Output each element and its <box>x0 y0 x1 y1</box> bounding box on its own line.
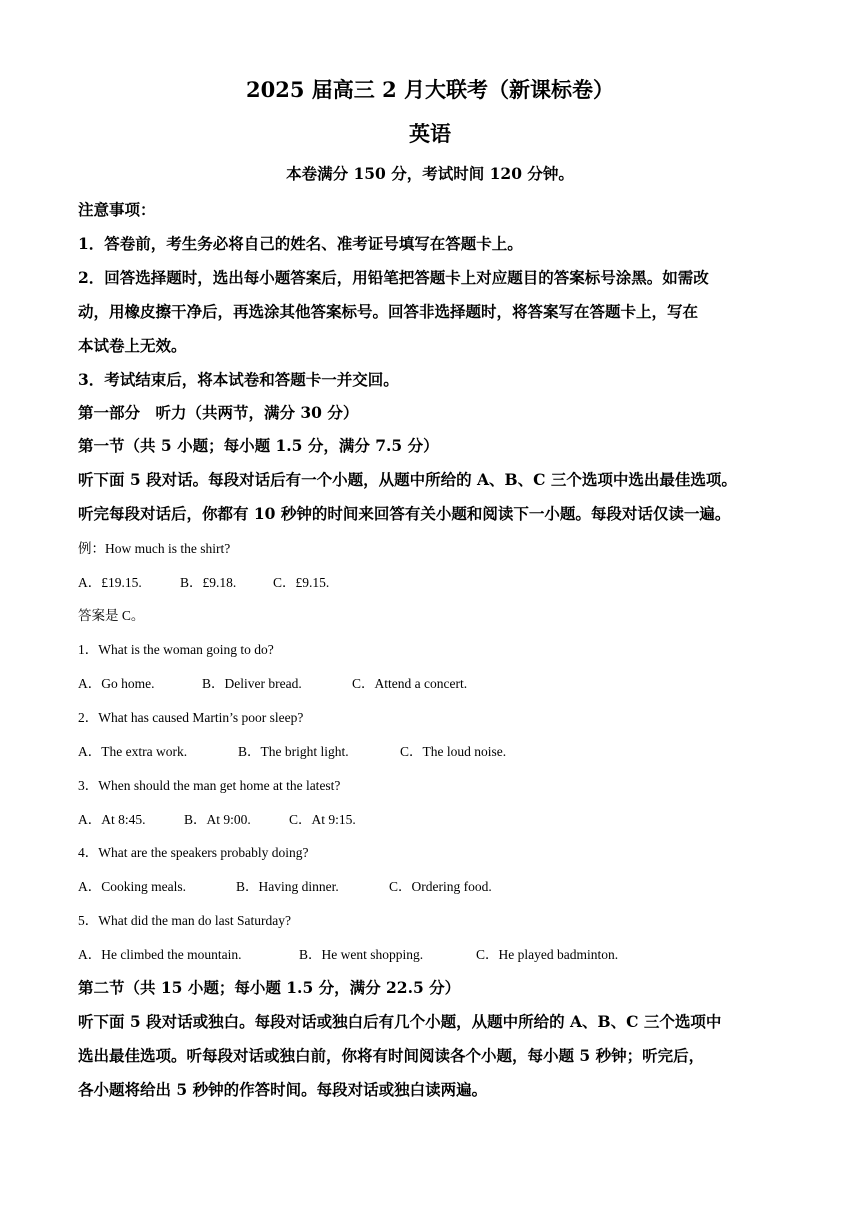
question-1: 1．What is the woman going to do? <box>78 642 274 657</box>
q3-option-b: B．At 9:00. <box>184 812 251 827</box>
subject-title: 英语 <box>409 121 451 146</box>
question-2: 2．What has caused Martin’s poor sleep? <box>78 710 304 725</box>
note-item-2-line-1: 2．回答选择题时，选出每小题答案后，用铅笔把答题卡上对应题目的答案标号涂黑。如需改 <box>78 268 709 287</box>
q3-option-c: C．At 9:15. <box>289 812 356 827</box>
question-5-options <box>78 943 618 963</box>
q5-option-c: C．He played badminton. <box>476 947 619 962</box>
section1-instruction-line-1: 听下面 5 段对话。每段对话后有一个小题，从题中所给的 A、B、C 三个选项中选出最佳选项。 <box>78 470 737 489</box>
question-5: 5．What did the man do last Saturday? <box>78 913 291 928</box>
section1-heading: 第一节（共 5 小题；每小题 1.5 分，满分 7.5 分） <box>78 436 439 455</box>
exam-meta: 本卷满分 150 分，考试时间 120 分钟。 <box>286 164 574 183</box>
q1-option-b: B．Deliver bread. <box>202 676 302 691</box>
q1-option-c: C．Attend a concert. <box>352 676 468 691</box>
question-3-options <box>78 808 356 828</box>
question-4: 4．What are the speakers probably doing? <box>78 845 309 860</box>
section2-instruction-line-2: 选出最佳选项。听每段对话或独白前，你将有时间阅读各个小题，每小题 5 秒钟；听完后， <box>78 1046 705 1065</box>
q1-option-a: A．Go home. <box>78 676 155 691</box>
q2-option-b: B．The bright light. <box>238 744 349 759</box>
notes-heading: 注意事项： <box>78 200 156 219</box>
q3-option-a: A．At 8:45. <box>78 812 146 827</box>
note-item-2-line-2: 动，用橡皮擦干净后，再选涂其他答案标号。回答非选择题时，将答案写在答题卡上，写在 <box>78 302 699 321</box>
question-1-options <box>78 672 467 692</box>
question-4-options <box>78 875 492 895</box>
example-options <box>78 571 329 591</box>
q4-option-a: A．Cooking meals. <box>78 879 186 894</box>
q2-option-a: A．The extra work. <box>78 744 188 759</box>
example-option-c: C．£9.15. <box>273 575 330 590</box>
question-3: 3．When should the man get home at the latest? <box>78 778 341 793</box>
q4-option-b: B．Having dinner. <box>236 879 339 894</box>
example-option-b: B．£9.18. <box>180 575 237 590</box>
q4-option-c: C．Ordering food. <box>389 879 492 894</box>
q2-option-c: C．The loud noise. <box>400 744 507 759</box>
q5-option-a: A．He climbed the mountain. <box>78 947 242 962</box>
note-item-3: 3．考试结束后，将本试卷和答题卡一并交回。 <box>78 370 399 389</box>
note-item-2-line-3: 本试卷上无效。 <box>78 336 187 355</box>
q5-option-b: B．He went shopping. <box>299 947 424 962</box>
note-item-1: 1．答卷前，考生务必将自己的姓名、准考证号填写在答题卡上。 <box>78 234 523 253</box>
example-answer: 答案是 C。 <box>78 608 145 623</box>
question-2-options <box>78 740 506 760</box>
example-question: 例：How much is the shirt? <box>78 541 231 556</box>
example-option-a: A．£19.15. <box>78 575 142 590</box>
section2-instruction-line-3: 各小题将给出 5 秒钟的作答时间。每段对话或独白读两遍。 <box>78 1080 488 1099</box>
page-title: 2025 届高三 2 月大联考（新课标卷） <box>246 77 614 102</box>
section2-heading: 第二节（共 15 小题；每小题 1.5 分，满分 22.5 分） <box>78 978 461 997</box>
section2-instruction-line-1: 听下面 5 段对话或独白。每段对话或独白后有几个小题，从题中所给的 A、B、C 三个选项中 <box>78 1012 722 1031</box>
section1-instruction-line-2: 听完每段对话后，你都有 10 秒钟的时间来回答有关小题和阅读下一小题。每段对话仅读一遍。 <box>78 504 731 523</box>
part1-heading: 第一部分 听力（共两节，满分 30 分） <box>78 403 359 422</box>
